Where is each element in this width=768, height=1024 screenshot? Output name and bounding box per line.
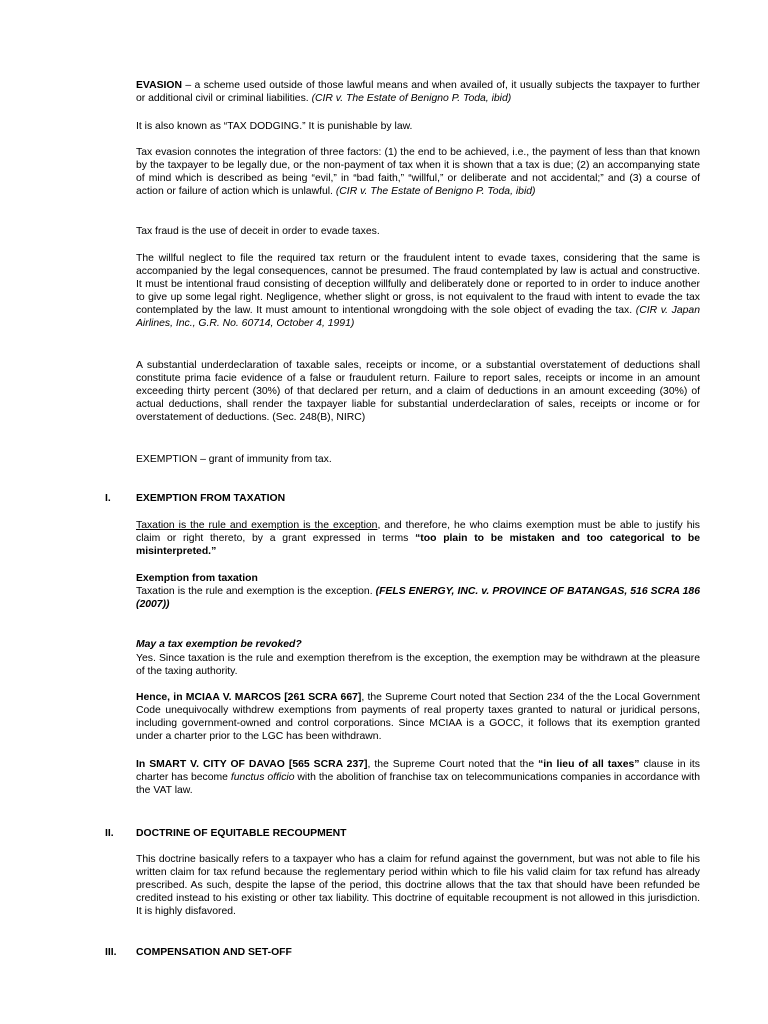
- smart-text-c: with the abolition of franchise tax on telecommunications companies in accordance with the VAT law.: [136, 772, 701, 796]
- smart-quote: “in lieu of all taxes”: [538, 759, 640, 770]
- section-2-numeral: II.: [105, 828, 114, 839]
- smart-case: In SMART V. CITY OF DAVAO [565 SCRA 237]: [136, 759, 368, 770]
- evasion-citation: (CIR v. The Estate of Benigno P. Toda, ibid): [311, 93, 512, 104]
- smart-paragraph: [136, 758, 700, 797]
- revocation-answer: Yes. Since taxation is the rule and exemption therefrom is the exception, the exemption may be withdrawn at the pleasure of the taxing authority.: [136, 653, 700, 677]
- exemption-sub-paragraph: [136, 585, 700, 611]
- smart-text-a: , the Supreme Court noted that the: [367, 759, 539, 770]
- tax-fraud-paragraph: Tax fraud is the use of deceit in order to evade taxes.: [136, 226, 380, 237]
- willful-neglect-citation: (CIR v. Japan Airlines, Inc., G.R. No. 60714, October 4, 1991): [136, 305, 700, 329]
- evasion-definition: [136, 79, 700, 105]
- underdeclaration-paragraph: A substantial underdeclaration of taxable sales, receipts or income, or a substantial overstatement of deductions shall constitute prima facie evidence of a false or fraudulent return. Failure to report sales, receipts or income in an amount exceeding thirty percent (30%) of that declared per return, and a claim of deductions in an amount exceeding (30%) of actual deductions, shall render the taxpayer liable for substantial underdeclaration of sales, receipts or income or for overstatement of deductions. (Sec. 248(B), NIRC): [136, 360, 700, 423]
- smart-text-b: clause in its charter has become: [136, 759, 700, 783]
- section-1-heading: EXEMPTION FROM TAXATION: [136, 493, 286, 504]
- exemption-rule-underlined: Taxation is the rule and exemption is the exception: [136, 520, 378, 531]
- three-factors-text: Tax evasion connotes the integration of three factors: (1) the end to be achieved, i.e., the payment of less than that known by the taxpayer to be legally due, or the non-payment of tax when it is shown that a tax is due; (2) an accompanying state of mind which is described as being “evil,” in “bad faith,” “willful,” or deliberate and not accidental;” and (3) a course of action or failure of action which is unlawful.: [136, 147, 700, 197]
- section-3-numeral: III.: [105, 947, 117, 958]
- equitable-recoupment-paragraph: This doctrine basically refers to a taxpayer who has a claim for refund against the government, but was not able to file his written claim for tax refund because the reglementary period within which to file his valid claim for tax refund has already prescribed. As such, despite the lapse of the period, this doctrine allows that the tax that should have been refunded be credited instead to his existing or other tax liability. This doctrine of equitable recoupment is not allowed in this jurisdiction. It is highly disfavored.: [136, 854, 700, 917]
- fels-energy-citation: (FELS ENERGY, INC. v. PROVINCE OF BATANGAS, 516 SCRA 186 (2007)): [136, 586, 700, 610]
- smart-latin: functus officio: [230, 772, 295, 783]
- evasion-term: EVASION: [136, 80, 182, 91]
- mciaa-text: , the Supreme Court noted that Section 234 of the the Local Government Code unequivocally withdrew exemptions from payments of real property taxes granted to natural or juridical persons, including government-owned and control corporations. Since MCIAA is a GOCC, it follows that its exemption granted under a charter prior to the LGC has been withdrawn.: [136, 692, 700, 742]
- revocation-question: May a tax exemption be revoked?: [136, 639, 302, 650]
- exemption-rule-paragraph: [136, 519, 700, 558]
- exemption-rule-text: , and therefore, he who claims exemption must be able to justify his claim or right thereto, by a grant expressed in terms: [136, 520, 700, 544]
- evasion-text: – a scheme used outside of those lawful means and when availed of, it usually subjects the taxpayer to further or additional civil or criminal liabilities.: [136, 80, 700, 104]
- mciaa-case: Hence, in MCIAA V. MARCOS [261 SCRA 667]: [136, 692, 362, 703]
- section-3-heading: COMPENSATION AND SET-OFF: [136, 947, 292, 958]
- section-2-heading: DOCTRINE OF EQUITABLE RECOUPMENT: [136, 828, 347, 839]
- tax-dodging-paragraph: It is also known as “TAX DODGING.” It is punishable by law.: [136, 121, 413, 132]
- three-factors-paragraph: [136, 146, 700, 198]
- exemption-definition: EXEMPTION – grant of immunity from tax.: [136, 454, 332, 465]
- exemption-sub-text: Taxation is the rule and exemption is the exception.: [136, 586, 376, 597]
- willful-neglect-text: The willful neglect to file the required tax return or the fraudulent intent to evade taxes, considering that the same is accompanied by the legal consequences, cannot be presumed. The fraud contemplated by law is actual and constructive. It must be intentional fraud consisting of deception willfully and deliberately done or reported to in order to induce another to give up some legal right. Negligence, whether slight or gross, is not equivalent to the fraud with intent to evade the tax contemplated by the law. It must amount to intentional wrongdoing with the sole object of evading the tax.: [136, 253, 700, 316]
- mciaa-paragraph: [136, 691, 700, 743]
- section-1-numeral: I.: [105, 493, 111, 504]
- three-factors-citation: (CIR v. The Estate of Benigno P. Toda, ibid): [335, 186, 536, 197]
- willful-neglect-paragraph: [136, 252, 700, 330]
- exemption-subheading: Exemption from taxation: [136, 573, 258, 584]
- exemption-rule-quote: “too plain to be mistaken and too categorical to be misinterpreted.”: [136, 533, 701, 557]
